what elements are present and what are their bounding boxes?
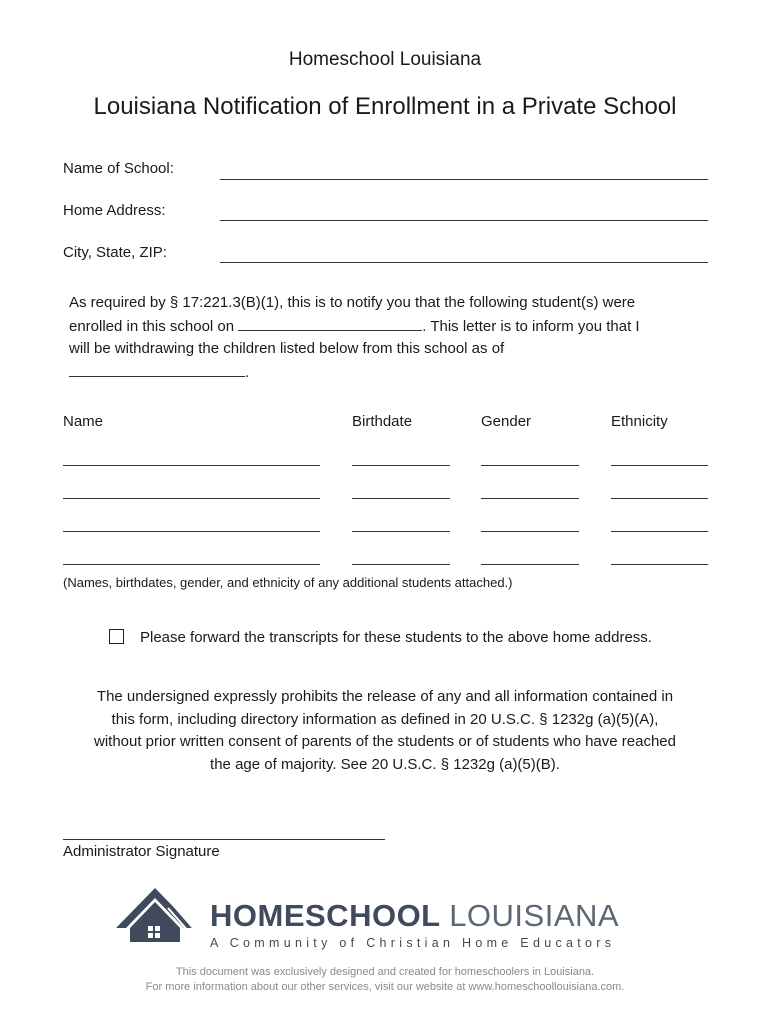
home-address-label: Home Address: [63, 202, 166, 219]
student-name-field[interactable] [63, 531, 320, 532]
footer-line-2: For more information about our other services, visit our website at www.homeschoollouisiana.com. [145, 981, 625, 993]
paragraph-line-2-end: . This letter is to inform you that I [422, 317, 640, 335]
forward-transcripts-label: Please forward the transcripts for these students to the above home address. [140, 629, 652, 646]
student-ethnicity-field[interactable] [611, 564, 708, 565]
student-name-field[interactable] [63, 465, 320, 466]
paragraph-line-2-start: enrolled in this school on [69, 317, 235, 335]
student-ethnicity-field[interactable] [611, 465, 708, 466]
student-ethnicity-field[interactable] [611, 498, 708, 499]
school-name-label: Name of School: [63, 160, 174, 177]
enrollment-date-field[interactable] [238, 315, 422, 331]
student-birthdate-field[interactable] [352, 498, 450, 499]
brand-tagline: A Community of Christian Home Educators [210, 936, 616, 950]
withdrawal-date-field[interactable] [69, 361, 245, 377]
additional-students-note: (Names, birthdates, gender, and ethnicity of any additional students attached.) [63, 575, 513, 590]
column-header-name: Name [63, 413, 104, 430]
paragraph-line-4-end: . [245, 363, 250, 381]
page-title: Louisiana Notification of Enrollment in a Private School [93, 93, 677, 120]
student-name-field[interactable] [63, 498, 320, 499]
student-gender-field[interactable] [481, 465, 579, 466]
brand-wordmark [210, 898, 619, 934]
organization-name: Homeschool Louisiana [288, 49, 482, 70]
forward-transcripts-checkbox[interactable] [109, 629, 124, 644]
student-gender-field[interactable] [481, 564, 579, 565]
column-header-gender: Gender [481, 413, 532, 430]
brand-bold: HOMESCHOOL [210, 898, 441, 933]
city-state-zip-field[interactable] [220, 262, 708, 263]
privacy-line-3: without prior written consent of parents of the students or of students who have reached [93, 733, 676, 750]
notification-paragraph [69, 292, 709, 384]
paragraph-line-3: will be withdrawing the children listed below from this school as of [69, 340, 505, 357]
student-birthdate-field[interactable] [352, 531, 450, 532]
student-gender-field[interactable] [481, 531, 579, 532]
privacy-line-1: The undersigned expressly prohibits the release of any and all information contained in [96, 688, 674, 705]
paragraph-line-2 [69, 315, 709, 339]
brand-light: LOUISIANA [449, 898, 620, 933]
signature-label: Administrator Signature [63, 843, 220, 860]
city-state-zip-label: City, State, ZIP: [63, 244, 167, 261]
privacy-statement [55, 686, 715, 776]
student-name-field[interactable] [63, 564, 320, 565]
student-gender-field[interactable] [481, 498, 579, 499]
paragraph-line-1: As required by § 17:221.3(B)(1), this is to notify you that the following student(s) were [69, 294, 636, 311]
privacy-line-4: the age of majority. See 20 U.S.C. § 1232g (a)(5)(B). [210, 755, 560, 773]
house-roof-icon [110, 884, 200, 946]
home-address-field[interactable] [220, 220, 708, 221]
footer-line-1: This document was exclusively designed and created for homeschoolers in Louisiana. [175, 966, 595, 978]
signature-field[interactable] [63, 839, 385, 840]
student-birthdate-field[interactable] [352, 564, 450, 565]
paragraph-line-4 [69, 361, 709, 385]
school-name-field[interactable] [220, 179, 708, 180]
column-header-ethnicity: Ethnicity [611, 413, 668, 430]
privacy-line-2: this form, including directory information as defined in 20 U.S.C. § 1232g (a)(5)(A), [111, 710, 659, 728]
column-header-birthdate: Birthdate [352, 413, 413, 430]
student-ethnicity-field[interactable] [611, 531, 708, 532]
student-birthdate-field[interactable] [352, 465, 450, 466]
